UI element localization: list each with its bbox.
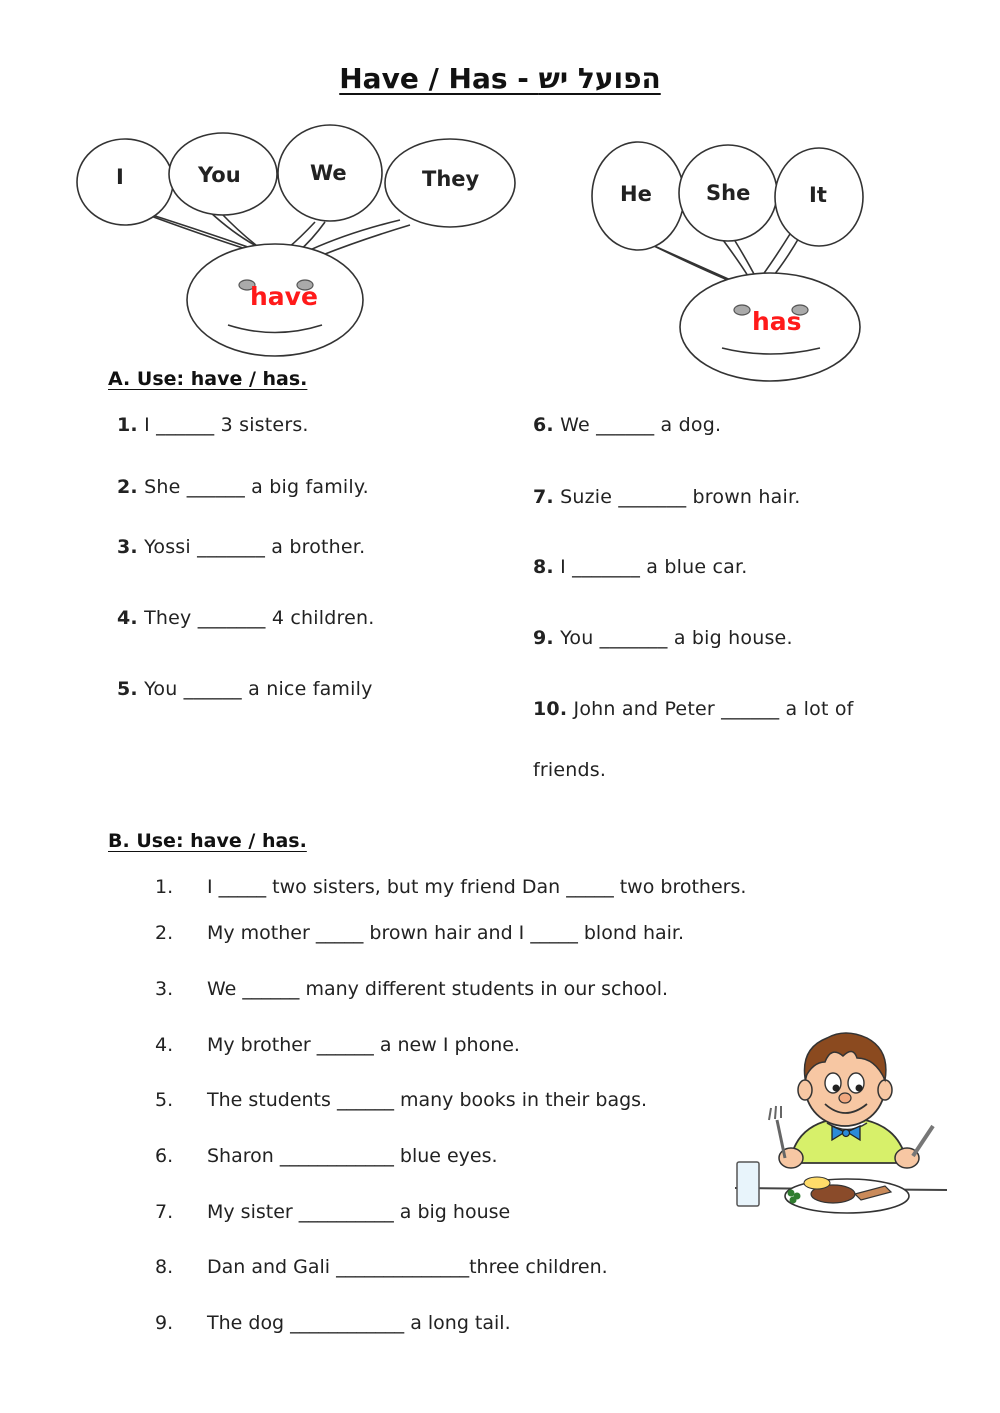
- pronoun-diagrams: [0, 0, 1000, 400]
- question-a10: 10. John and Peter ______ a lot of: [533, 698, 854, 720]
- question-b8: Dan and Gali ______________three children.: [207, 1256, 608, 1278]
- question-b4: My brother ______ a new I phone.: [207, 1034, 520, 1056]
- bubble-i: [77, 139, 173, 225]
- question-b8-num: 8.: [155, 1256, 174, 1278]
- question-a4: 4. They _______ 4 children.: [117, 607, 375, 629]
- pronoun-label: It: [809, 183, 827, 207]
- pronoun-label: We: [310, 161, 347, 185]
- pronoun-label: I: [116, 165, 124, 189]
- question-b9-num: 9.: [155, 1312, 174, 1334]
- question-a7: 7. Suzie _______ brown hair.: [533, 486, 801, 508]
- question-b7: My sister __________ a big house: [207, 1201, 511, 1223]
- question-b9: The dog ____________ a long tail.: [207, 1312, 511, 1334]
- pronoun-label: They: [422, 167, 480, 191]
- question-a3: 3. Yossi _______ a brother.: [117, 536, 366, 558]
- section-b-heading: B. Use: have / has.: [108, 830, 307, 852]
- boy-eating-illustration: [735, 1028, 950, 1223]
- section-a-heading: A. Use: have / has.: [108, 368, 308, 390]
- pronoun-label: She: [706, 181, 751, 205]
- question-b2-num: 2.: [155, 922, 174, 944]
- question-a10-cont: friends.: [533, 759, 607, 781]
- question-b3: We ______ many different students in our school.: [207, 978, 669, 1000]
- question-a9: 9. You _______ a big house.: [533, 627, 793, 649]
- question-b5: The students ______ many books in their bags.: [207, 1089, 648, 1111]
- question-b6: Sharon ____________ blue eyes.: [207, 1145, 498, 1167]
- question-a2: 2. She ______ a big family.: [117, 476, 369, 498]
- question-b1-num: 1.: [155, 876, 174, 898]
- eye-icon: [734, 305, 750, 315]
- verb-have: have: [250, 282, 318, 311]
- pronoun-label: He: [620, 182, 652, 206]
- question-b6-num: 6.: [155, 1145, 174, 1167]
- question-a6: 6. We ______ a dog.: [533, 414, 722, 436]
- pronoun-label: You: [198, 163, 241, 187]
- page-title: Have / Has - הפועל יש: [339, 62, 661, 95]
- question-b1: I _____ two sisters, but my friend Dan _____ two brothers.: [207, 876, 747, 898]
- question-b3-num: 3.: [155, 978, 174, 1000]
- question-a5: 5. You ______ a nice family: [117, 678, 373, 700]
- question-b7-num: 7.: [155, 1201, 174, 1223]
- question-b4-num: 4.: [155, 1034, 174, 1056]
- question-b5-num: 5.: [155, 1089, 174, 1111]
- question-b2: My mother _____ brown hair and I _____ blond hair.: [207, 922, 685, 944]
- question-a8: 8. I _______ a blue car.: [533, 556, 748, 578]
- question-a1: 1. I ______ 3 sisters.: [117, 414, 309, 436]
- verb-has: has: [752, 307, 802, 336]
